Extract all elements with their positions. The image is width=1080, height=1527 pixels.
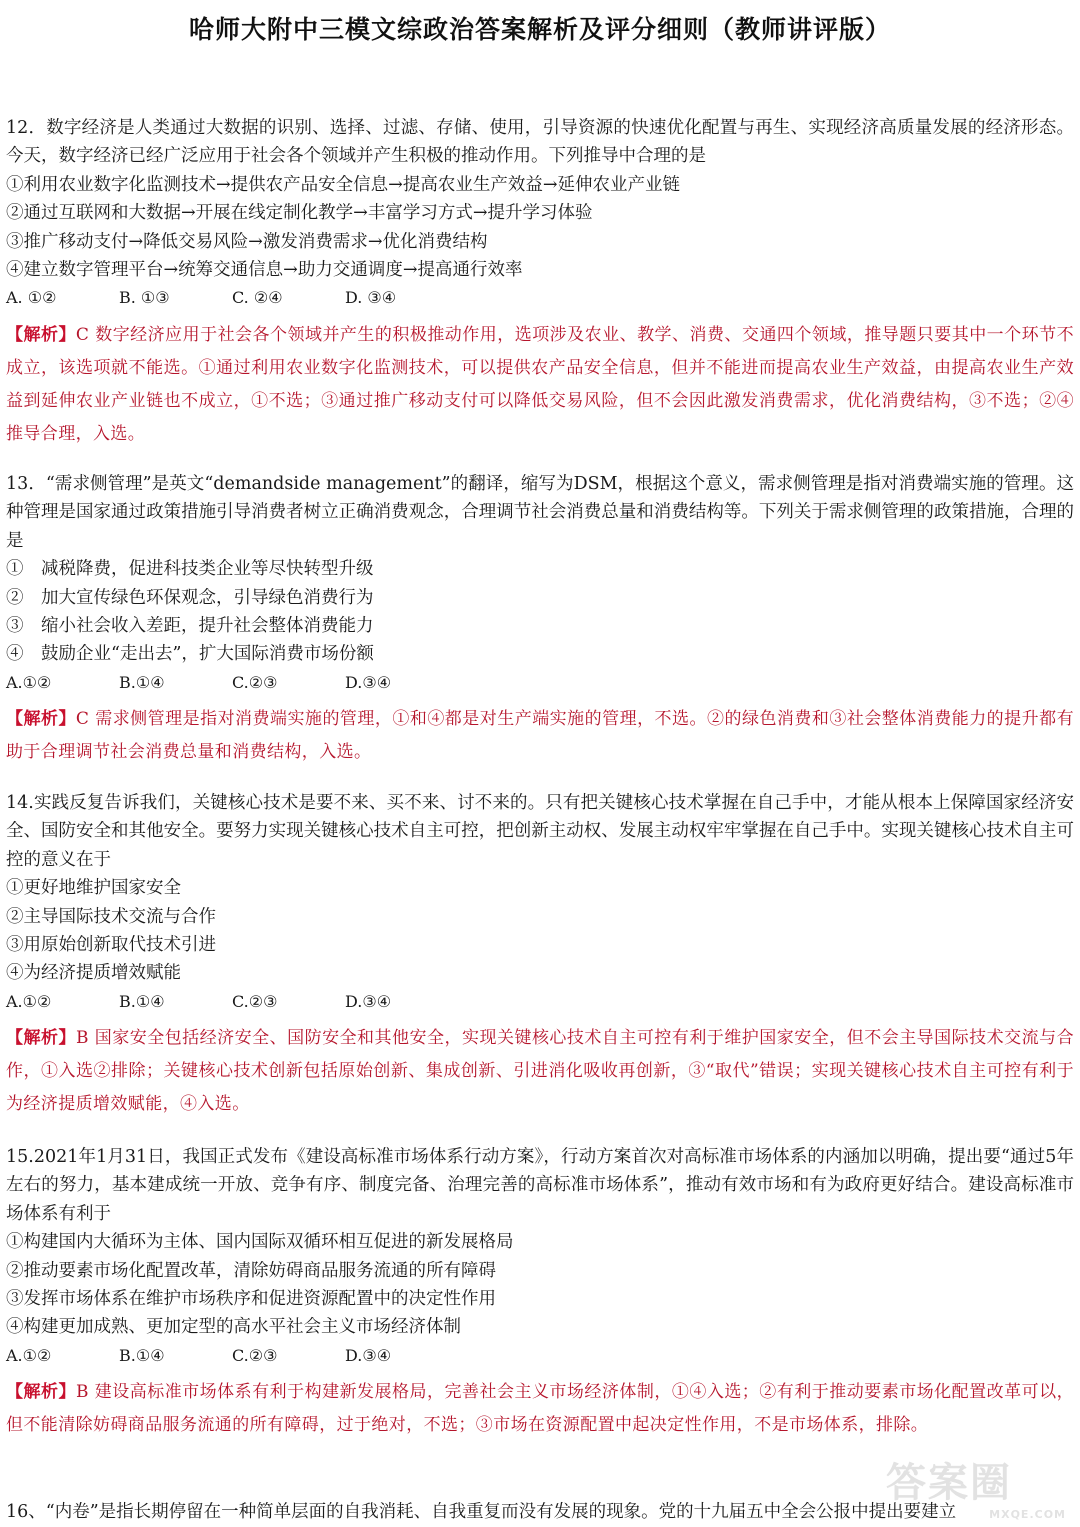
analysis-tag: 【解析】 [6, 709, 76, 730]
question-15 [6, 1143, 1074, 1442]
option-item-1: ①构建国内大循环为主体、国内国际双循环相互促进的新发展格局 [6, 1232, 514, 1253]
option-item-3: ③推广移动支付→降低交易风险→激发消费需求→优化消费结构 [6, 231, 488, 252]
choice-d: D.③④ [345, 672, 392, 692]
option-item-4: ④建立数字管理平台→统筹交通信息→助力交通调度→提高通行效率 [6, 260, 523, 281]
choice-a: A. ①② [6, 288, 57, 308]
option-item-2: ②主导国际技术交流与合作 [6, 906, 216, 927]
analysis-text [6, 1022, 1074, 1121]
analysis-text [6, 1376, 1074, 1442]
watermark-url: MXQE.COM [989, 1508, 1066, 1521]
answer-choices [6, 1342, 1074, 1370]
choice-c: C.②③ [232, 672, 278, 692]
analysis-tag: 【解析】 [6, 1028, 76, 1049]
analysis-body: B 国家安全包括经济安全、国防安全和其他安全，实现关键核心技术自主可控有利于维护国家安全，但不会主导国际技术交流与合作，①入选②排除；关键核心技术创新包括原始创新、集成创新、引进消化吸收再创新，③“取代”错误；实现关键核心技术自主可控有利于为经济提质增效赋能，④入选。 [6, 1028, 1074, 1115]
option-item-4: ④构建更加成熟、更加定型的高水平社会主义市场经济体制 [6, 1317, 461, 1338]
question-stem: 16、“内卷”是指长期停留在一种简单层面的自我消耗、自我重复而没有发展的现象。党的十九届五中全会公报中提出要建立 [6, 1502, 957, 1522]
choice-a: A.①② [6, 991, 52, 1011]
answer-choices [6, 669, 1074, 697]
question-12 [6, 114, 1074, 451]
option-item-3: ③用原始创新取代技术引进 [6, 935, 216, 956]
option-item-1: ①更好地维护国家安全 [6, 878, 181, 899]
choice-c: C.②③ [232, 991, 278, 1011]
analysis-body: B 建设高标准市场体系有利于构建新发展格局，完善社会主义市场经济体制，①④入选；②有利于推动要素市场化配置改革可以，但不能清除妨碍商品服务流通的所有障碍，过于绝对，不选；③市场在资源配置中起决定性作用，不是市场体系，排除。 [6, 1382, 1074, 1436]
choice-a: A.①② [6, 672, 52, 692]
choice-d: D. ③④ [345, 288, 397, 308]
choice-b: B.①④ [119, 991, 165, 1011]
analysis-text [6, 703, 1074, 769]
watermark-text: 答案圈 [886, 1460, 1012, 1506]
answer-choices [6, 284, 1074, 312]
answer-choices [6, 988, 1074, 1016]
choice-b: B. ①③ [119, 288, 170, 308]
analysis-tag: 【解析】 [6, 1382, 76, 1403]
watermark-logo [886, 1451, 1066, 1521]
choice-a: A.①② [6, 1345, 52, 1365]
option-item-2: ②推动要素市场化配置改革，清除妨碍商品服务流通的所有障碍 [6, 1260, 496, 1281]
analysis-tag: 【解析】 [6, 324, 76, 345]
option-item-4: ④ 鼓励企业“走出去”，扩大国际消费市场份额 [6, 644, 374, 665]
choice-b: B.①④ [119, 672, 165, 692]
option-item-2: ② 加大宣传绿色环保观念，引导绿色消费行为 [6, 587, 374, 608]
choice-c: C.②③ [232, 1345, 278, 1365]
option-item-3: ③发挥市场体系在维护市场秩序和促进资源配置中的决定性作用 [6, 1289, 496, 1310]
option-item-1: ①利用农业数字化监测技术→提供农产品安全信息→提高农业生产效益→延伸农业产业链 [6, 174, 680, 195]
question-stem: 14.实践反复告诉我们，关键核心技术是要不来、买不来、讨不来的。只有把关键核心技术掌握在自己手中，才能从根本上保障国家经济安全、国防安全和其他安全。要努力实现关键核心技术自主可控，把创新主动权、发展主动权牢牢掌握在自己手中。实现关键核心技术自主可控的意义在于 [6, 793, 1074, 870]
question-14 [6, 789, 1074, 1121]
choice-b: B.①④ [119, 1345, 165, 1365]
question-stem: 15.2021年1月31日，我国正式发布《建设高标准市场体系行动方案》，行动方案首次对高标准市场体系的内涵加以明确，提出要“通过5年左右的努力，基本建成统一开放、竞争有序、制度完备、治理完善的高标准市场体系”，推动有效市场和有为政府更好结合。建设高标准市场体系有利于 [6, 1147, 1074, 1224]
choice-d: D.③④ [345, 1345, 392, 1365]
analysis-body: C 数字经济应用于社会各个领域并产生的积极推动作用，选项涉及农业、教学、消费、交通四个领域，推导题只要其中一个环节不成立，该选项就不能选。①通过利用农业数字化监测技术，可以提供农产品安全信息，但并不能进而提高农业生产效益，由提高农业生产效益到延伸农业产业链也不成立，①不选；③通过推广移动支付可以降低交易风险，但不会因此激发消费需求，优化消费结构，③不选；②④推导合理，入选。 [6, 324, 1074, 444]
choice-d: D.③④ [345, 991, 392, 1011]
option-item-1: ① 减税降费，促进科技类企业等尽快转型升级 [6, 559, 374, 580]
option-item-3: ③ 缩小社会收入差距，提升社会整体消费能力 [6, 616, 374, 637]
option-item-4: ④为经济提质增效赋能 [6, 963, 181, 984]
question-stem: 12．数字经济是人类通过大数据的识别、选择、过滤、存储、使用，引导资源的快速优化配置与再生、实现经济高质量发展的经济形态。今天，数字经济已经广泛应用于社会各个领域并产生积极的推动作用。下列推导中合理的是 [6, 118, 1074, 167]
option-item-2: ②通过互联网和大数据→开展在线定制化教学→丰富学习方式→提升学习体验 [6, 203, 593, 224]
question-stem: 13．“需求侧管理”是英文“demandside management”的翻译，缩写为DSM，根据这个意义，需求侧管理是指对消费端实施的管理。这种管理是国家通过政策措施引导消费者树立正确消费观念，合理调节社会消费总量和消费结构等。下列关于需求侧管理的政策措施，合理的是 [6, 474, 1074, 551]
analysis-body: C 需求侧管理是指对消费端实施的管理，①和④都是对生产端实施的管理，不选。②的绿色消费和③社会整体消费能力的提升都有助于合理调节社会消费总量和消费结构，入选。 [6, 709, 1074, 763]
choice-c: C. ②④ [232, 288, 283, 308]
analysis-text [6, 319, 1074, 451]
question-13 [6, 470, 1074, 769]
document-title: 哈师大附中三模文综政治答案解析及评分细则（教师讲评版） [188, 15, 891, 44]
